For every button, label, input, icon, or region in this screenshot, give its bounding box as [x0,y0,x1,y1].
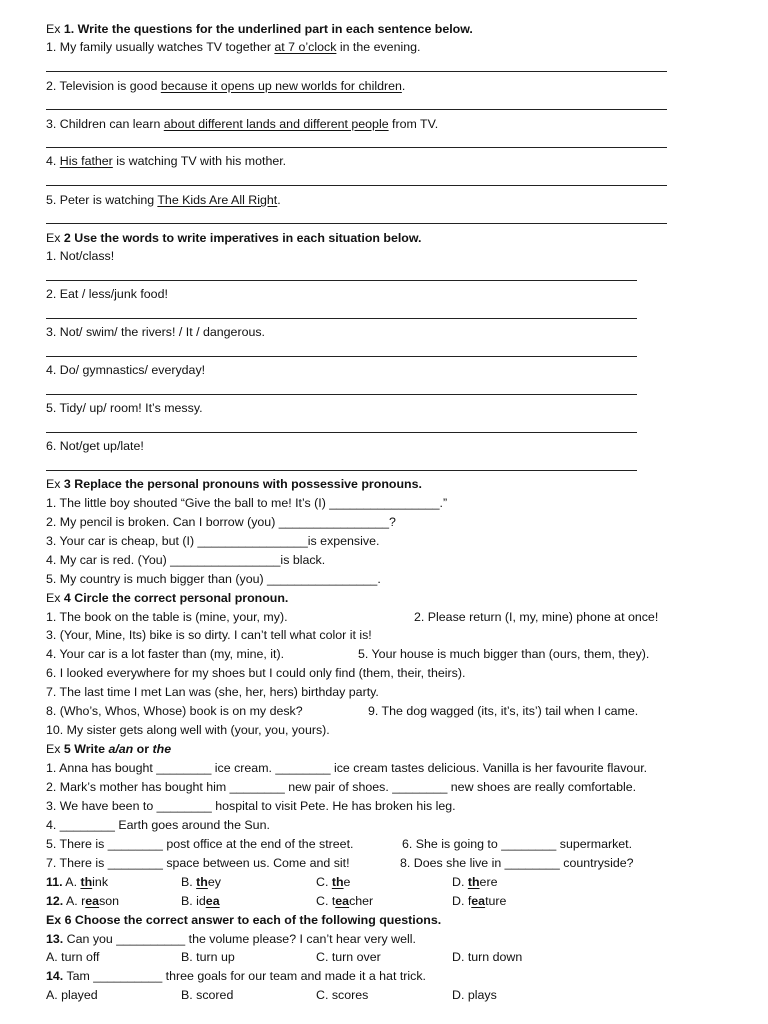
option-b-underlined: th [196,875,208,889]
option-c-underlined: th [331,875,344,889]
question-13 [46,931,416,947]
question-number: 12. [46,894,64,908]
ex4-item-7: 7. The last time I met Lan was (she, her, hers) birthday party. [46,685,379,699]
ex1-heading-prefix: Ex [46,22,64,36]
answer-line [46,318,637,319]
ex1-item-5 [46,192,281,208]
ex1-item-1 [46,39,420,55]
ex5-item-5: 5. There is ________ post office at the end of the street. [46,837,354,851]
answer-line [46,432,637,433]
ex2-item-2: 2. Eat / less/junk food! [46,287,168,301]
answer-line [46,470,637,471]
ex4-item-9: 9. The dog wagged (its, it’s, its’) tail when I came. [368,704,639,718]
ex5-item-8: 8. Does she live in ________ countryside? [400,856,634,870]
option-c-pre: C. [316,875,332,889]
ex1-item-2-underlined: because it opens up new worlds for children [160,79,402,93]
ex5-heading-article-1: a/an [108,742,134,756]
option-d-post: ere [479,875,498,889]
question-11-option-b [181,874,221,890]
question-14-option-c: C. scores [316,988,369,1002]
ex3-item-1: 1. The little boy shouted “Give the ball to me! It’s (I) ________________.” [46,496,448,510]
ex1-item-1-underlined: at 7 o’clock [274,40,337,54]
question-11-option-d [452,874,497,890]
ex2-heading [46,230,422,246]
ex1-item-4-post: is watching TV with his mother. [112,154,287,168]
question-14-option-a: A. played [46,988,98,1002]
question-14-option-d: D. plays [452,988,497,1002]
question-12-option-b [181,893,220,909]
ex4-item-4: 4. Your car is a lot faster than (my, mine, it). [46,647,285,661]
option-a-pre: A. [62,875,81,889]
ex4-heading-prefix: Ex [46,591,64,605]
ex5-heading-or: or [133,742,153,756]
ex1-item-1-pre: 1. My family usually watches TV together [46,40,275,54]
ex5-item-1: 1. Anna has bought ________ ice cream. ________ ice cream tastes delicious. Vanilla is her favourite flavour. [46,761,648,775]
ex5-item-4: 4. ________ Earth goes around the Sun. [46,818,270,832]
question-14-option-b: B. scored [181,988,234,1002]
ex5-heading-article-2: the [152,742,172,756]
option-a-post: son [99,894,120,908]
ex5-item-6: 6. She is going to ________ supermarket. [402,837,633,851]
ex1-item-5-post: . [277,193,281,207]
answer-line [46,147,667,148]
ex1-item-5-pre: 5. Peter is watching [46,193,158,207]
answer-line [46,356,637,357]
ex5-heading-prefix: Ex [46,742,64,756]
ex4-item-5: 5. Your house is much bigger than (ours, them, they). [358,647,650,661]
answer-line [46,280,637,281]
option-a-post: ink [92,875,109,889]
question-12 [46,893,119,909]
ex4-item-8: 8. (Who’s, Whos, Whose) book is on my desk? [46,704,303,718]
ex4-heading [46,590,288,606]
ex4-item-6: 6. I looked everywhere for my shoes but I could only find (them, their, theirs). [46,666,466,680]
ex1-item-1-post: in the evening. [336,40,421,54]
ex3-item-2: 2. My pencil is broken. Can I borrow (you) ________________? [46,515,396,529]
ex5-item-2: 2. Mark’s mother has bought him ________ new pair of shoes. ________ new shoes are really comfortable. [46,780,637,794]
ex3-heading [46,476,422,492]
ex3-item-3: 3. Your car is cheap, but (I) ________________is expensive. [46,534,380,548]
option-c-post: e [343,875,351,889]
question-13-option-d: D. turn down [452,950,523,964]
ex3-item-4: 4. My car is red. (You) ________________is black. [46,553,326,567]
ex1-item-2 [46,78,405,94]
ex4-item-10: 10. My sister gets along well with (your, you, yours). [46,723,330,737]
ex4-item-1: 1. The book on the table is (mine, your, my). [46,610,288,624]
answer-line [46,394,637,395]
ex3-heading-text: 3 Replace the personal pronouns with possessive pronouns. [63,477,422,491]
ex3-item-5: 5. My country is much bigger than (you) ________________. [46,572,381,586]
ex1-item-4-underlined: His father [59,154,113,168]
option-d-post: ture [485,894,507,908]
question-text: Tam __________ three goals for our team and made it a hat trick. [63,969,426,983]
ex5-item-3: 3. We have been to ________ hospital to visit Pete. He has broken his leg. [46,799,456,813]
question-13-option-c: C. turn over [316,950,381,964]
question-11-option-c [316,874,350,890]
question-12-option-c [316,893,373,909]
ex1-item-3-underlined: about different lands and different people [163,117,389,131]
question-12-option-d [452,893,506,909]
ex6-heading: Ex 6 Choose the correct answer to each of the following questions. [46,913,442,927]
ex5-heading-text: 5 Write [63,742,109,756]
ex1-item-2-pre: 2. Television is good [46,79,161,93]
ex1-item-3-post: from TV. [388,117,439,131]
ex4-item-3: 3. (Your, Mine, Its) bike is so dirty. I can’t tell what color it is! [46,628,372,642]
answer-line [46,109,667,110]
option-d-underlined: ea [471,894,486,908]
ex2-item-3: 3. Not/ swim/ the rivers! / It / dangerous. [46,325,265,339]
question-number: 11. [46,875,63,889]
option-b-underlined: ea [205,894,220,908]
question-number: 13. [46,932,64,946]
ex1-item-2-post: . [401,79,406,93]
ex4-heading-text: 4 Circle the correct personal pronoun. [63,591,289,605]
ex4-item-2: 2. Please return (I, my, mine) phone at once! [414,610,659,624]
option-a-underlined: ea [85,894,100,908]
option-b-post: ey [207,875,221,889]
answer-line [46,71,667,72]
option-a-underlined: th [80,875,93,889]
ex5-item-7: 7. There is ________ space between us. Come and sit! [46,856,350,870]
option-d-underlined: th [467,875,480,889]
ex1-item-4 [46,153,286,169]
ex2-item-6: 6. Not/get up/late! [46,439,144,453]
question-number: 14. [46,969,64,983]
option-b-pre: B. id [181,894,206,908]
option-d-pre: D. f [452,894,472,908]
answer-line [46,185,667,186]
ex5-heading [46,741,171,757]
ex2-item-5: 5. Tidy/ up/ room! It’s messy. [46,401,203,415]
question-14 [46,968,426,984]
question-13-option-b: B. turn up [181,950,235,964]
question-13-option-a: A. turn off [46,950,100,964]
option-a-pre: A. r [63,894,86,908]
ex3-heading-prefix: Ex [46,477,64,491]
option-c-pre: C. t [316,894,336,908]
ex1-item-3-pre: 3. Children can learn [46,117,164,131]
option-c-underlined: ea [335,894,350,908]
ex1-item-5-underlined: The Kids Are All Right [157,193,278,207]
option-c-post: cher [349,894,374,908]
option-d-pre: D. [452,875,468,889]
question-text: Can you __________ the volume please? I can’t hear very well. [63,932,416,946]
ex2-heading-text: 2 Use the words to write imperatives in each situation below. [63,231,422,245]
ex2-heading-prefix: Ex [46,231,64,245]
ex2-item-1: 1. Not/class! [46,249,115,263]
ex1-heading-text: 1. Write the questions for the underlined part in each sentence below. [63,22,473,36]
ex1-heading [46,21,473,37]
question-11 [46,874,108,890]
answer-line [46,223,667,224]
ex1-item-3 [46,116,438,132]
ex2-item-4: 4. Do/ gymnastics/ everyday! [46,363,206,377]
option-b-pre: B. [181,875,197,889]
ex1-item-4-pre: 4. [46,154,60,168]
